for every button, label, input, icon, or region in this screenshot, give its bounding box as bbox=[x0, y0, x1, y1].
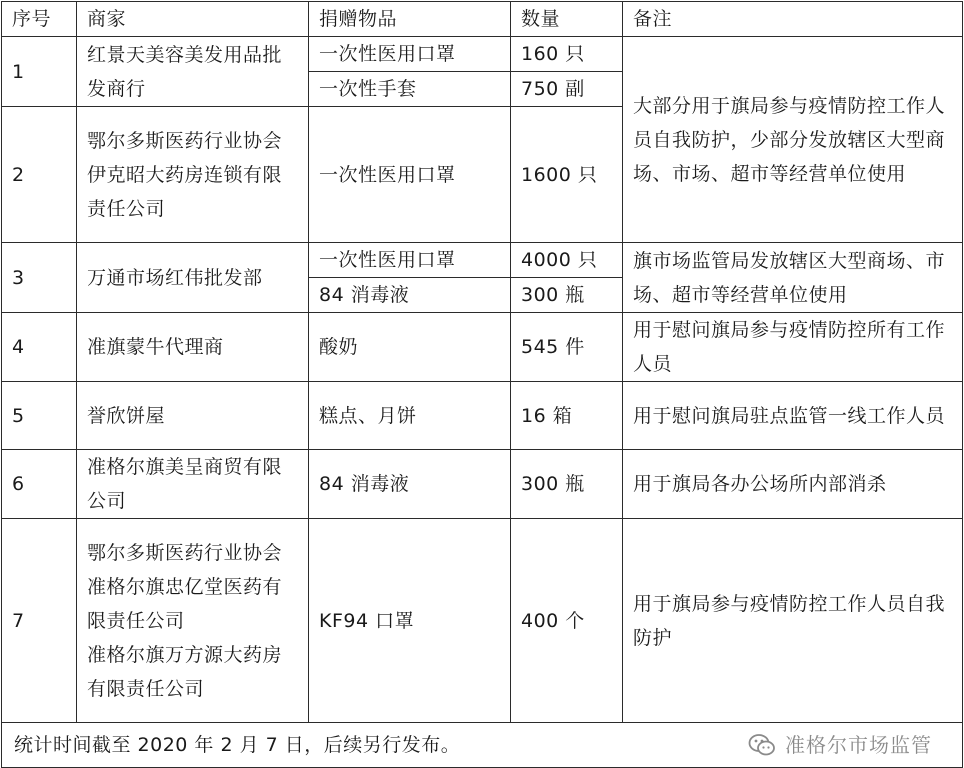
table-row bbox=[2, 37, 963, 72]
merchant-cell bbox=[77, 382, 309, 450]
header-item: 捐赠物品 bbox=[309, 2, 511, 37]
item-cell: 糕点、月饼 bbox=[309, 382, 511, 450]
table-row bbox=[2, 519, 963, 723]
row-no: 4 bbox=[2, 313, 77, 382]
merchant-name: 鄂尔多斯医药行业协会 bbox=[87, 541, 283, 564]
row-no: 3 bbox=[2, 243, 77, 313]
table-row bbox=[2, 450, 963, 519]
row-no: 2 bbox=[2, 107, 77, 243]
qty-cell: 750 副 bbox=[511, 72, 623, 107]
footer-cell bbox=[2, 723, 963, 768]
item-cell: 一次性医用口罩 bbox=[309, 37, 511, 72]
item-cell: 酸奶 bbox=[309, 313, 511, 382]
footer-note: 统计时间截至 2020 年 2 月 7 日，后续另行发布。 bbox=[14, 734, 461, 756]
item-cell: 一次性手套 bbox=[309, 72, 511, 107]
row-no: 7 bbox=[2, 519, 77, 723]
row-no: 6 bbox=[2, 450, 77, 519]
row-no: 1 bbox=[2, 37, 77, 107]
merchant-cell bbox=[77, 519, 309, 723]
qty-cell: 545 件 bbox=[511, 313, 623, 382]
qty-cell: 4000 只 bbox=[511, 243, 623, 278]
merchant-cell bbox=[77, 107, 309, 243]
table-row bbox=[2, 382, 963, 450]
remark-cell: 用于慰问旗局参与疫情防控所有工作人员 bbox=[623, 313, 963, 382]
qty-cell: 1600 只 bbox=[511, 107, 623, 243]
item-cell: 一次性医用口罩 bbox=[309, 243, 511, 278]
header-merchant: 商家 bbox=[77, 2, 309, 37]
row-no: 5 bbox=[2, 382, 77, 450]
watermark-text: 准格尔市场监管 bbox=[785, 733, 932, 757]
qty-cell: 400 个 bbox=[511, 519, 623, 723]
item-cell: 84 消毒液 bbox=[309, 278, 511, 313]
wechat-icon bbox=[747, 730, 777, 760]
remark-cell: 用于慰问旗局驻点监管一线工作人员 bbox=[623, 382, 963, 450]
remark-cell: 用于旗局参与疫情防控工作人员自我防护 bbox=[623, 519, 963, 723]
donation-sheet bbox=[1, 1, 962, 767]
merchant-name: 鄂尔多斯医药行业协会 bbox=[87, 129, 283, 152]
merchant-cell bbox=[77, 243, 309, 313]
donation-table bbox=[1, 1, 963, 768]
header-no: 序号 bbox=[2, 2, 77, 37]
header-row bbox=[2, 2, 963, 37]
watermark bbox=[747, 728, 932, 762]
merchant-name: 伊克昭大药房连锁有限责任公司 bbox=[87, 163, 283, 220]
item-cell: 一次性医用口罩 bbox=[309, 107, 511, 243]
qty-cell: 300 瓶 bbox=[511, 278, 623, 313]
merchant-name: 准旗蒙牛代理商 bbox=[87, 336, 224, 358]
merchant-name: 红景天美容美发用品批发商行 bbox=[87, 43, 283, 100]
table-row bbox=[2, 313, 963, 382]
merchant-name: 准格尔旗忠亿堂医药有限责任公司 bbox=[87, 575, 283, 632]
merchant-cell bbox=[77, 450, 309, 519]
table-row bbox=[2, 243, 963, 278]
qty-cell: 16 箱 bbox=[511, 382, 623, 450]
header-qty: 数量 bbox=[511, 2, 623, 37]
merchant-cell bbox=[77, 313, 309, 382]
merchant-name: 誉欣饼屋 bbox=[87, 404, 166, 427]
item-cell: 84 消毒液 bbox=[309, 450, 511, 519]
merchant-cell bbox=[77, 37, 309, 107]
merchant-name: 准格尔旗美呈商贸有限公司 bbox=[87, 456, 283, 512]
qty-cell: 300 瓶 bbox=[511, 450, 623, 519]
item-cell: KF94 口罩 bbox=[309, 519, 511, 723]
merchant-name: 准格尔旗万方源大药房有限责任公司 bbox=[87, 643, 283, 700]
footer-row bbox=[2, 723, 963, 768]
remark-cell: 大部分用于旗局参与疫情防控工作人员自我防护，少部分发放辖区大型商场、市场、超市等经营单位使用 bbox=[623, 37, 963, 243]
remark-cell: 用于旗局各办公场所内部消杀 bbox=[623, 450, 963, 519]
header-remark: 备注 bbox=[623, 2, 963, 37]
qty-cell: 160 只 bbox=[511, 37, 623, 72]
remark-cell: 旗市场监管局发放辖区大型商场、市场、超市等经营单位使用 bbox=[623, 243, 963, 313]
merchant-name: 万通市场红伟批发部 bbox=[87, 266, 263, 289]
